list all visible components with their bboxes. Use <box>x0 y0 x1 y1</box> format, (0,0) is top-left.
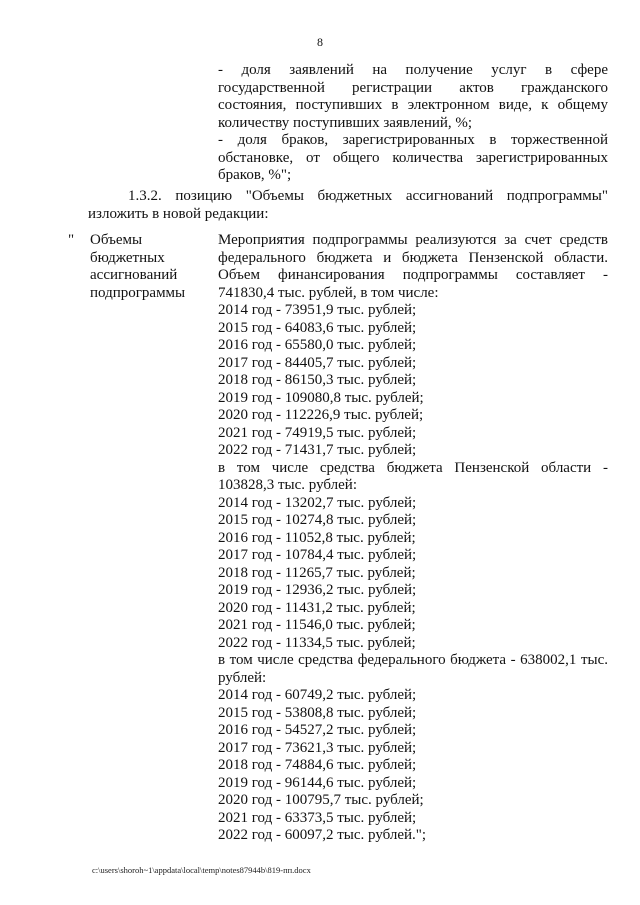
year-line: 2020 год - 112226,9 тыс. рублей; <box>218 407 424 423</box>
year-line: 2021 год - 74919,5 тыс. рублей; <box>218 424 417 441</box>
indicator-list <box>218 62 608 185</box>
year-line: 2016 год - 11052,8 тыс. рублей; <box>218 529 416 546</box>
text-line: Объем финансирования подпрограммы составляет - <box>218 267 608 283</box>
page-number: 8 <box>317 35 323 49</box>
text-line: количеству поступивших заявлений, %; <box>218 114 473 131</box>
year-line: 2020 год - 100795,7 тыс. рублей; <box>218 792 424 808</box>
year-line: 2018 год - 86150,3 тыс. рублей; <box>218 372 417 388</box>
year-line: 2015 год - 10274,8 тыс. рублей; <box>218 512 417 528</box>
year-line: 2022 год - 71431,7 тыс. рублей; <box>218 442 417 458</box>
position-label <box>90 232 210 302</box>
text-line: федерального бюджета и бюджета Пензенской области. <box>218 249 608 266</box>
amendment-paragraph <box>90 188 608 223</box>
year-line: 2014 год - 73951,9 тыс. рублей; <box>218 302 417 318</box>
text-line: Мероприятия подпрограммы реализуются за счет средств <box>218 232 608 248</box>
year-line: 2020 год - 11431,2 тыс. рублей; <box>218 599 416 616</box>
text-line: - доля заявлений на получение услуг в сфере <box>218 62 608 78</box>
year-line: 2014 год - 60749,2 тыс. рублей; <box>218 687 417 703</box>
year-line: 2016 год - 54527,2 тыс. рублей; <box>218 722 417 738</box>
opening-quote: " <box>68 232 75 248</box>
year-line: 2014 год - 13202,7 тыс. рублей; <box>218 494 417 511</box>
year-line: 2021 год - 63373,5 тыс. рублей; <box>218 809 417 826</box>
text-line: 741830,4 тыс. рублей, в том числе: <box>218 284 439 301</box>
text-line: состояния, поступивших в электронном виде, к общему <box>218 97 608 113</box>
year-line: 2021 год - 11546,0 тыс. рублей; <box>218 617 416 633</box>
year-line: 2022 год - 11334,5 тыс. рублей; <box>218 634 416 651</box>
file-path-footer: c:\users\shoroh~1\appdata\local\temp\notes87944b\819-пп.docx <box>92 865 311 875</box>
label-line: подпрограммы <box>90 284 186 301</box>
year-line: 2018 год - 11265,7 тыс. рублей; <box>218 564 416 581</box>
year-line: 2019 год - 109080,8 тыс. рублей; <box>218 389 424 406</box>
year-line: 2022 год - 60097,2 тыс. рублей."; <box>218 827 427 843</box>
text-line: рублей: <box>218 669 267 686</box>
year-line: 2019 год - 96144,6 тыс. рублей; <box>218 774 417 791</box>
label-line: ассигнований <box>90 267 178 283</box>
text-line: государственной регистрации актов гражданского <box>218 79 608 96</box>
year-line: 2015 год - 64083,6 тыс. рублей; <box>218 319 417 336</box>
text-line: браков, %"; <box>218 167 292 183</box>
text-line: обстановке, от общего количества зарегистрированных <box>218 149 608 166</box>
text-line: - доля браков, зарегистрированных в торжественной <box>218 132 608 148</box>
year-line: 2016 год - 65580,0 тыс. рублей; <box>218 337 417 353</box>
funding-description <box>218 232 608 845</box>
year-line: 2017 год - 73621,3 тыс. рублей; <box>218 739 417 756</box>
text-line: 103828,3 тыс. рублей: <box>218 477 357 493</box>
text-line: в том числе средства бюджета Пензенской области - <box>218 459 608 476</box>
year-line: 2017 год - 84405,7 тыс. рублей; <box>218 354 417 371</box>
year-line: 2017 год - 10784,4 тыс. рублей; <box>218 547 417 563</box>
year-line: 2015 год - 53808,8 тыс. рублей; <box>218 704 417 721</box>
text-line: изложить в новой редакции: <box>88 205 269 222</box>
label-line: Объемы <box>90 232 143 248</box>
year-line: 2019 год - 12936,2 тыс. рублей; <box>218 582 417 598</box>
label-line: бюджетных <box>90 249 165 266</box>
text-line: 1.3.2. позицию "Объемы бюджетных ассигнований подпрограммы" <box>128 188 608 204</box>
year-line: 2018 год - 74884,6 тыс. рублей; <box>218 757 417 773</box>
text-line: в том числе средства федерального бюджета - 638002,1 тыс. <box>218 652 608 668</box>
